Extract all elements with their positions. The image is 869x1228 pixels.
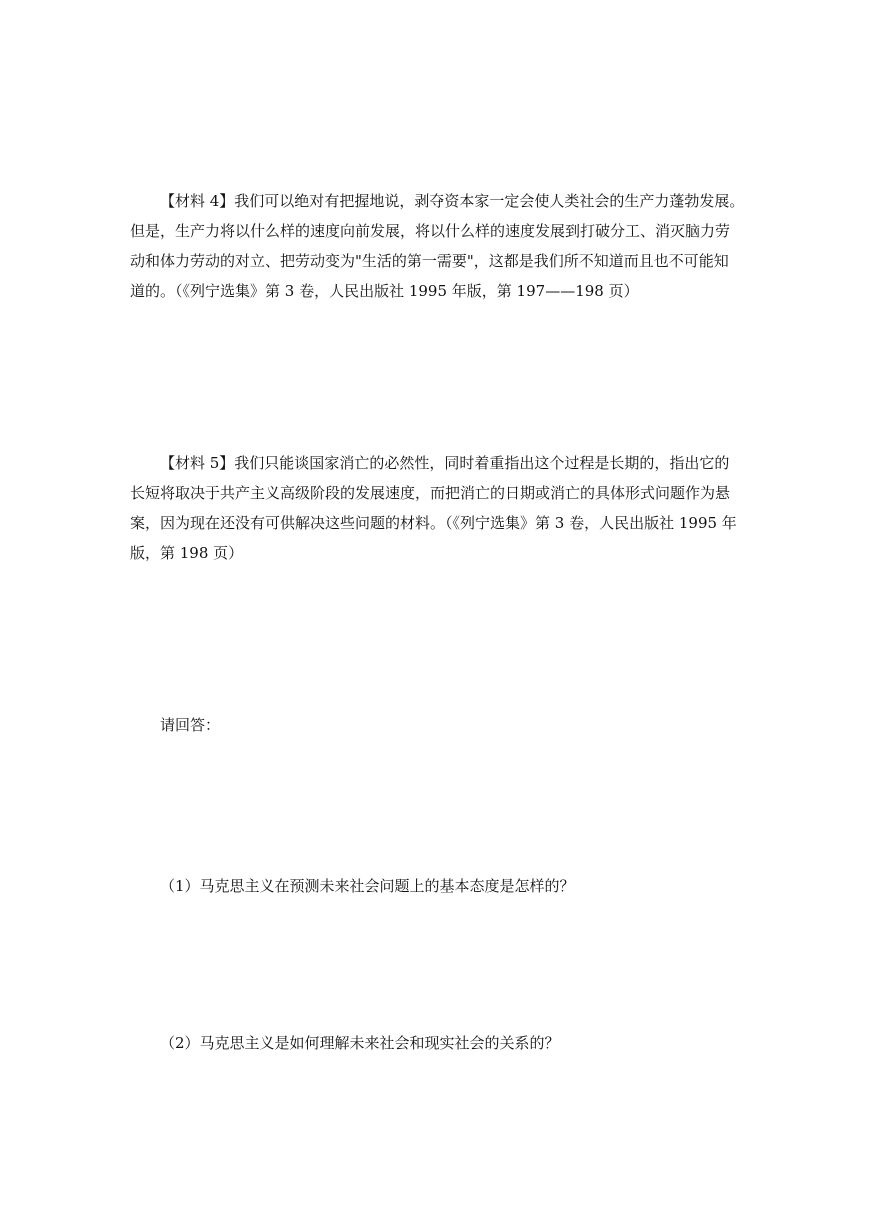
material-4-paragraph (130, 186, 745, 306)
material-4-line-2: 但是，生产力将以什么样的速度向前发展，将以什么样的速度发展到打破分工、消灭脑力劳 (130, 222, 731, 240)
material-4-line-1: 【材料 4】我们可以绝对有把握地说，剥夺资本家一定会使人类社会的生产力蓬勃发展。 (160, 192, 745, 210)
material-4-line-3: 动和体力劳动的对立、把劳动变为"生活的第一需要"，这都是我们所不知道而且也不可能知 (130, 252, 729, 270)
material-5-paragraph (130, 448, 742, 568)
answer-prompt: 请回答： (160, 716, 221, 734)
question-1: （1）马克思主义在预测未来社会问题上的基本态度是怎样的？ (160, 877, 575, 895)
material-4-line-4: 道的。（《列宁选集》第 3 卷，人民出版社 1995 年版，第 197——198 页） (130, 282, 639, 300)
material-5-line-4: 版，第 198 页） (130, 544, 244, 562)
material-5-line-3: 案，因为现在还没有可供解决这些问题的材料。（《列宁选集》第 3 卷，人民出版社 1995 年 (130, 514, 737, 532)
material-5-line-1: 【材料 5】我们只能谈国家消亡的必然性，同时着重指出这个过程是长期的，指出它的 (160, 454, 730, 472)
material-5-line-2: 长短将取决于共产主义高级阶段的发展速度，而把消亡的日期或消亡的具体形式问题作为悬 (130, 484, 731, 502)
question-2: （2）马克思主义是如何理解未来社会和现实社会的关系的？ (160, 1034, 560, 1052)
